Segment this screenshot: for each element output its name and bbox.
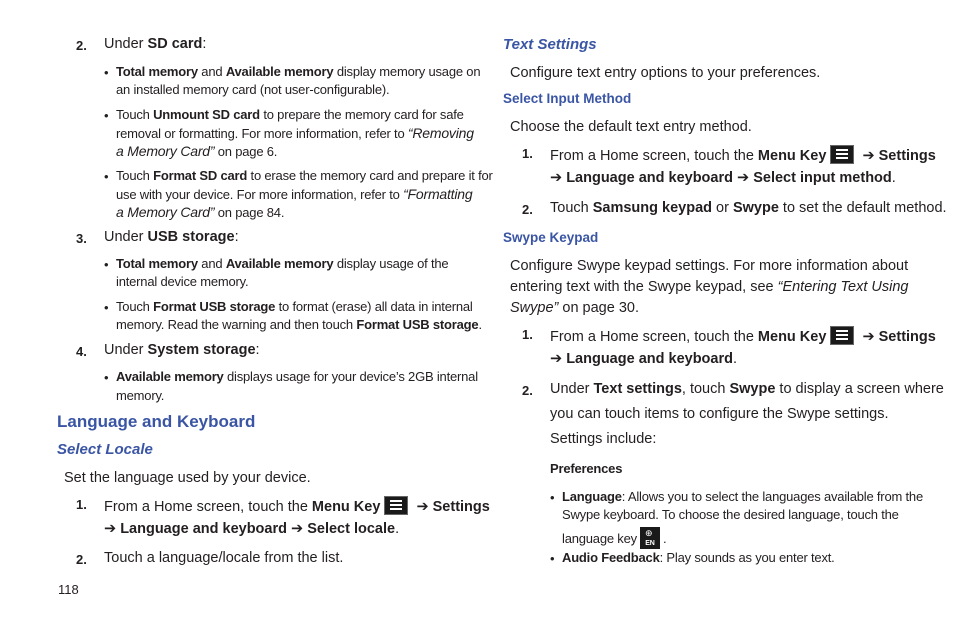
pref-bullet-2: Audio Feedback: Play sounds as you enter text. [562, 550, 835, 565]
subsection-heading-select-input-method: Select Input Method [503, 91, 632, 106]
sd-bullet-2-line-2: removal or formatting. For more information, refer to “Removing [116, 125, 474, 141]
step-number: 1. [522, 146, 533, 161]
bullet: • [550, 490, 555, 505]
step-system-storage: Under System storage: [104, 342, 260, 358]
sd-bullet-1-line-2: an installed memory card (not user-configurable). [116, 82, 390, 97]
select-input-intro: Choose the default text entry method. [510, 119, 752, 135]
locale-step-1-line-2: ➔ Language and keyboard ➔ Select locale. [104, 521, 400, 537]
section-heading-language-keyboard: Language and Keyboard [57, 412, 256, 431]
swype-intro-line-2: entering text with the Swype keypad, see “Entering Text Using [510, 279, 909, 295]
sd-bullet-3-line-2: use with your device. For more information, refer to “Formatting [116, 186, 473, 202]
input-step-1-line-1: From a Home screen, touch the Menu Key ➔ Settings [550, 145, 936, 164]
sd-bullet-2-line-3: a Memory Card” on page 6. [116, 143, 278, 159]
swype-step-2-line-3: Settings include: [550, 431, 657, 447]
step-sd-card: Under SD card: [104, 36, 207, 52]
reference-link[interactable]: “Formatting [403, 186, 473, 202]
input-step-2: Touch Samsung keypad or Swype to set the default method. [550, 200, 947, 216]
bullet: • [550, 551, 555, 566]
step-number: 2. [522, 202, 533, 217]
usb-bullet-2-line-1: Touch Format USB storage to format (erase) all data in internal [116, 299, 473, 314]
sd-bullet-2-line-1: Touch Unmount SD card to prepare the memory card for safe [116, 107, 464, 122]
usb-bullet-1-line-2: internal device memory. [116, 274, 249, 289]
bullet: • [104, 108, 109, 123]
input-step-1-line-2: ➔ Language and keyboard ➔ Select input method. [550, 170, 896, 186]
bullet: • [104, 169, 109, 184]
swype-intro-line-3: Swype” on page 30. [510, 300, 639, 316]
menu-key-icon [384, 496, 408, 515]
locale-step-2: Touch a language/locale from the list. [104, 550, 344, 566]
language-key-icon: ⊕ EN [640, 527, 660, 549]
swype-intro-line-1: Configure Swype keypad settings. For more information about [510, 258, 909, 274]
usb-bullet-2-line-2: memory. Read the warning and then touch Format USB storage. [116, 317, 482, 332]
step-number: 2. [522, 383, 533, 398]
bullet: • [104, 65, 109, 80]
bullet: • [104, 257, 109, 272]
step-number: 2. [76, 38, 87, 53]
step-number: 1. [522, 327, 533, 342]
subsection-heading-select-locale: Select Locale [57, 441, 153, 458]
sd-bullet-1-line-1: Total memory and Available memory display memory usage on [116, 64, 481, 79]
bullet: • [104, 300, 109, 315]
sd-bullet-3-line-3: a Memory Card” on page 84. [116, 204, 285, 220]
reference-link[interactable]: a Memory Card” [116, 143, 215, 159]
step-number: 1. [76, 497, 87, 512]
locale-step-1-line-1: From a Home screen, touch the Menu Key ➔ Settings [104, 496, 490, 515]
pref-bullet-1-line-1: Language: Allows you to select the languages available from the [562, 489, 923, 504]
swype-step-1-line-1: From a Home screen, touch the Menu Key ➔ Settings [550, 326, 936, 345]
swype-step-2-line-2: you can touch items to configure the Swype settings. [550, 406, 889, 422]
swype-step-1-line-2: ➔ Language and keyboard. [550, 351, 738, 367]
pref-bullet-1-line-3: language key ⊕ EN . [562, 528, 667, 547]
text-settings-intro: Configure text entry options to your preferences. [510, 65, 821, 81]
step-number: 3. [76, 231, 87, 246]
step-number: 4. [76, 344, 87, 359]
menu-key-icon [830, 326, 854, 345]
locale-intro: Set the language used by your device. [64, 470, 311, 486]
sys-bullet-1-line-2: memory. [116, 388, 165, 403]
sys-bullet-1-line-1: Available memory displays usage for your device’s 2GB internal [116, 369, 478, 384]
step-usb-storage: Under USB storage: [104, 229, 239, 245]
reference-link[interactable]: Swype” [510, 300, 559, 316]
preferences-label: Preferences [550, 461, 623, 476]
page-number: 118 [58, 582, 79, 597]
subsection-heading-swype-keypad: Swype Keypad [503, 230, 599, 245]
bullet: • [104, 370, 109, 385]
pref-bullet-1-line-2: Swype keyboard. To choose the desired language, touch the [562, 507, 899, 522]
reference-link[interactable]: a Memory Card” [116, 204, 215, 220]
reference-link[interactable]: “Removing [407, 125, 474, 141]
usb-bullet-1-line-1: Total memory and Available memory display usage of the [116, 256, 449, 271]
menu-key-icon [830, 145, 854, 164]
swype-step-2-line-1: Under Text settings, touch Swype to display a screen where [550, 381, 944, 397]
step-number: 2. [76, 552, 87, 567]
sd-bullet-3-line-1: Touch Format SD card to erase the memory card and prepare it for [116, 168, 493, 183]
reference-link[interactable]: “Entering Text Using [777, 279, 909, 295]
section-heading-text-settings: Text Settings [503, 36, 597, 53]
